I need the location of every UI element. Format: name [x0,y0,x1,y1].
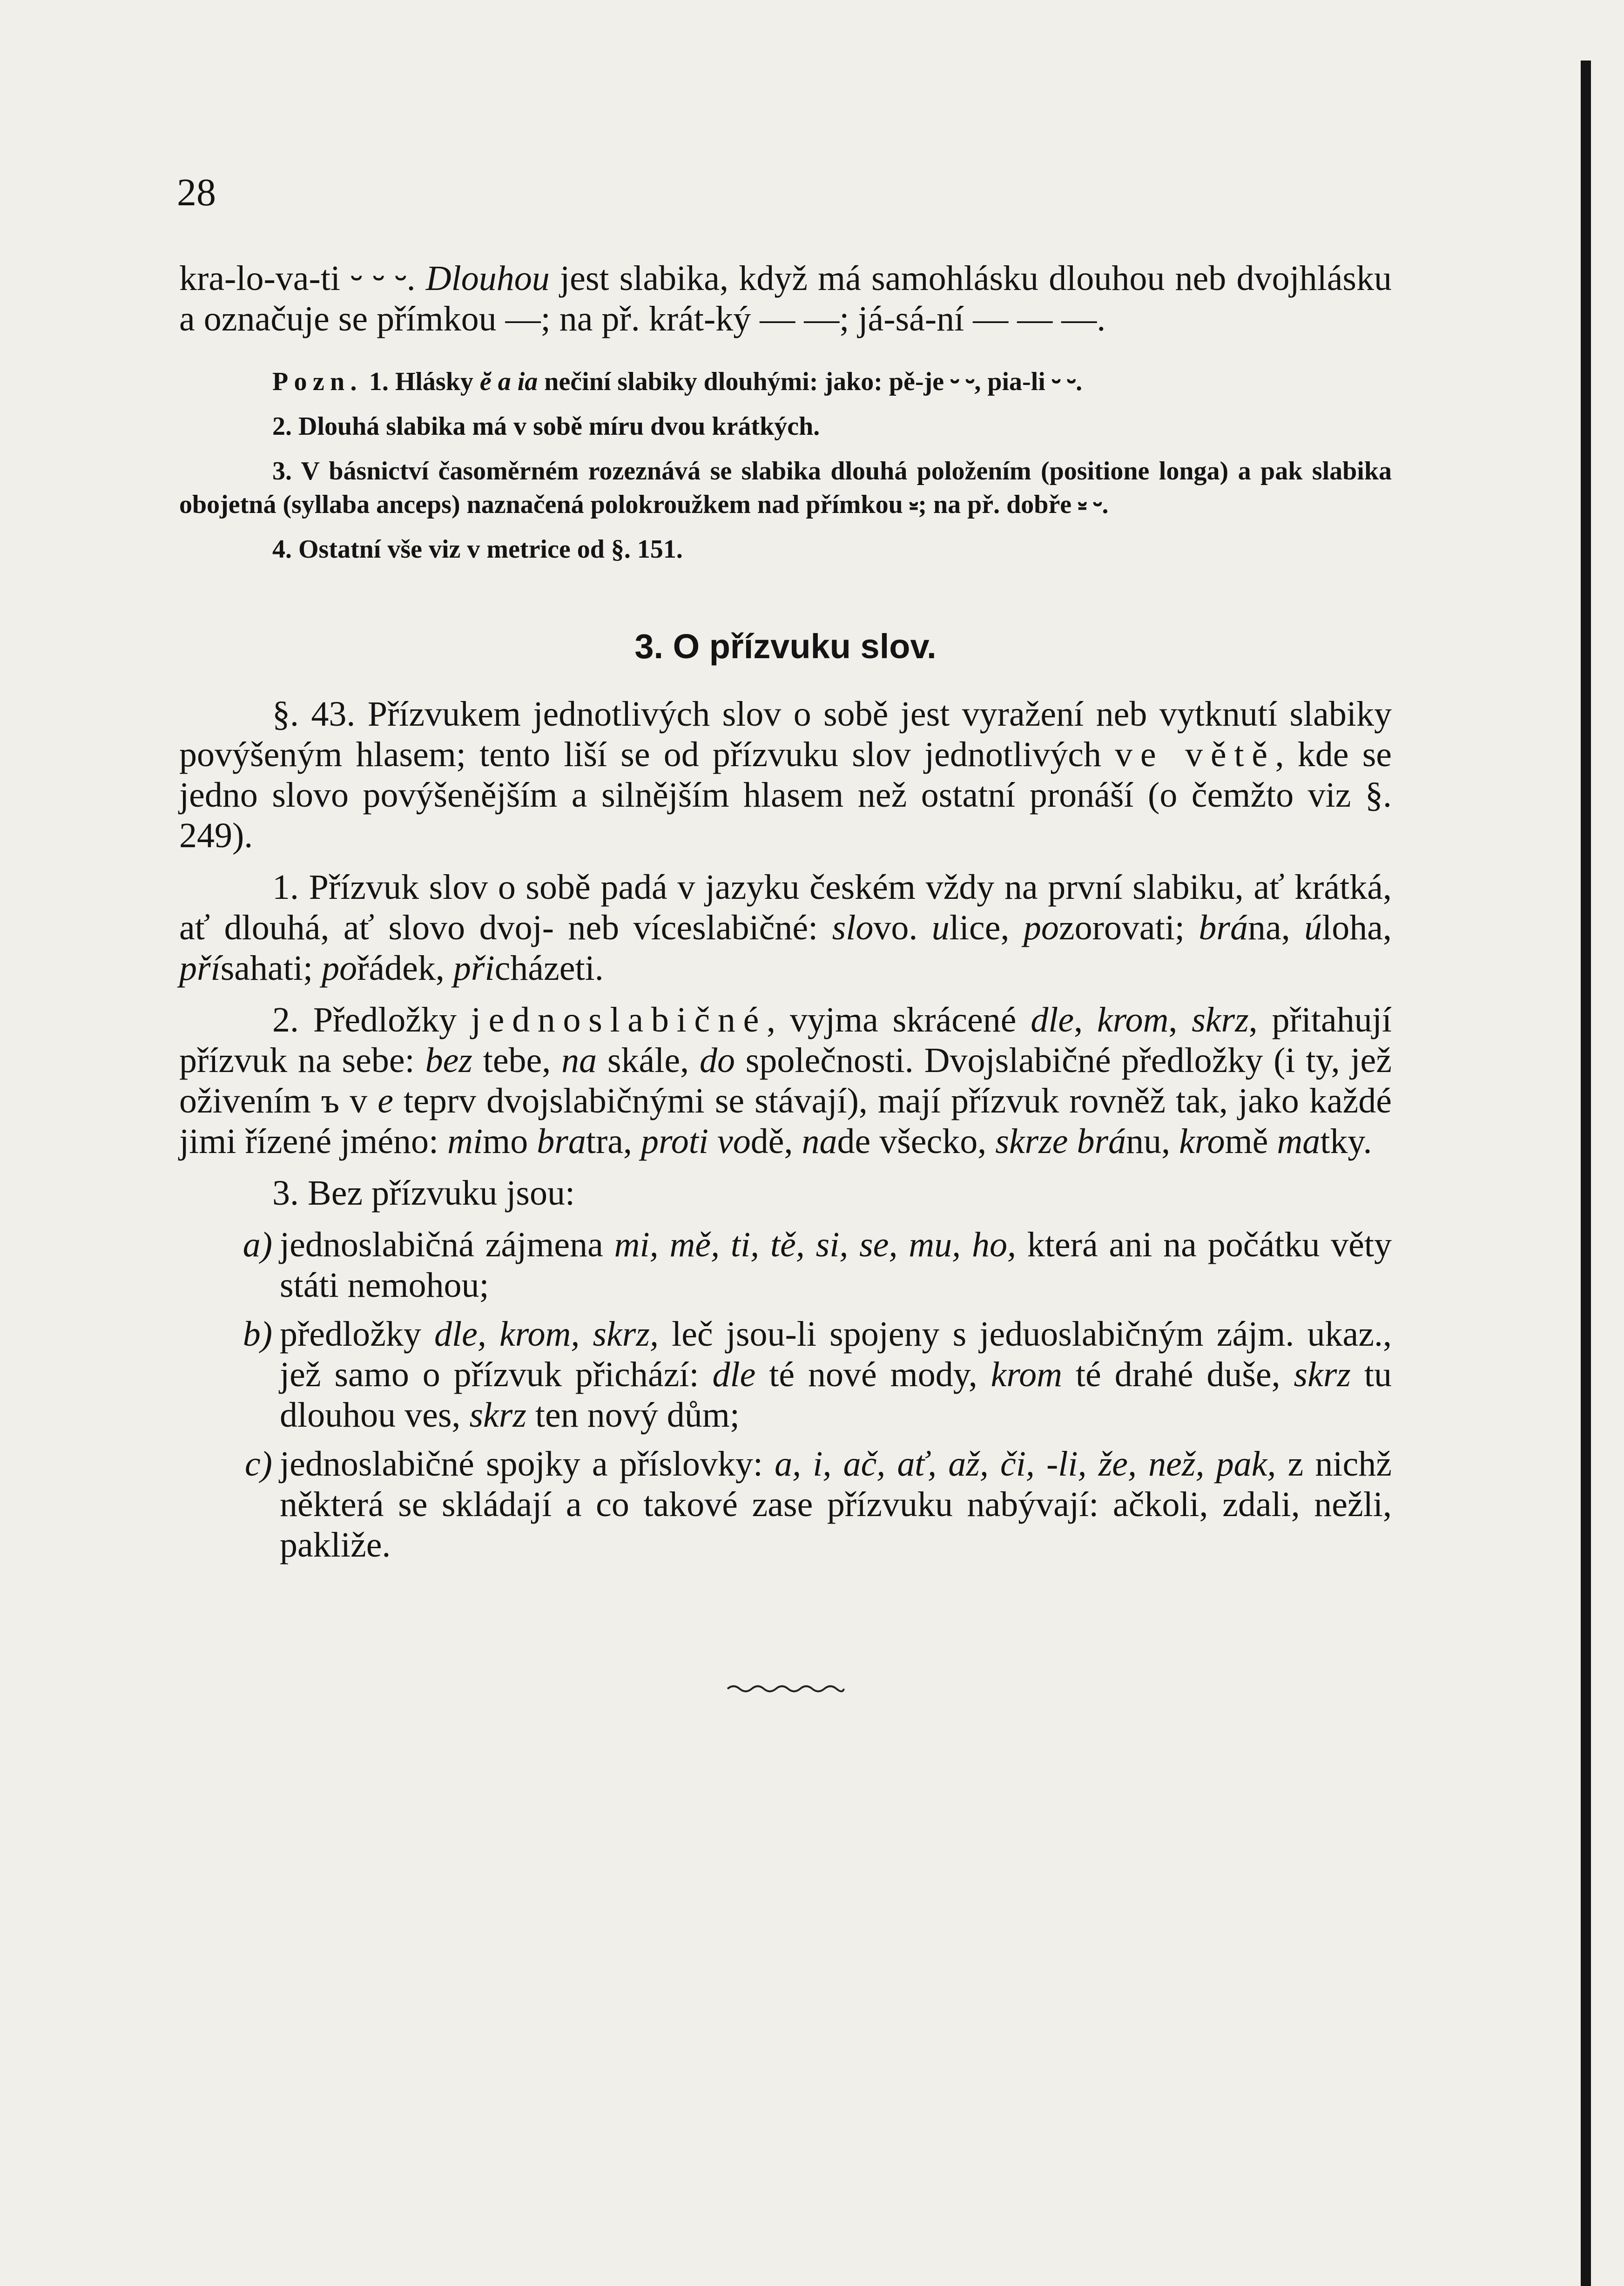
p1-ex1: slo [832,908,874,947]
p2-ma: ma [1277,1122,1321,1161]
item-b-t3: leč jsou-li spojeny s jeduoslabičným zájm. ukaz., jež samo o přízvuk přichází: [280,1315,1392,1394]
item-c-t2: a, i, ač, ať, až, či, -li, že, než, pak, [775,1444,1276,1484]
p2-na2: na [802,1122,837,1161]
intro-term-dlouhou: Dlouhou [425,259,550,298]
paragraph-43 [179,694,1392,856]
p2-dle: dle [1031,1000,1074,1039]
p2-p: nu, [1126,1122,1179,1161]
p1-ex8: při [453,949,495,988]
p2-f: tebe, [472,1041,562,1080]
note-1-rest: nečiní slabiky dlouhými: jako: pě-je ⏑ ⏑, pia-li ⏑ ⏑. [538,367,1083,396]
p2-krom: krom [1097,1000,1169,1039]
p2-b: , vyjma skrácené [767,1000,1031,1039]
p2-j: mo [483,1122,537,1161]
p2-proti: proti [641,1122,709,1161]
p2-m: dě, [750,1122,802,1161]
p2-mi: mi [447,1122,483,1161]
p2-q: mě [1225,1122,1277,1161]
p2-bra: bra [537,1122,586,1161]
p2-l [708,1122,717,1161]
item-b-t7: té drahé duše, [1062,1355,1294,1394]
p2-r: tky. [1320,1122,1372,1161]
p2-do: do [699,1041,735,1080]
item-a-t1: jednoslabičná zájmena [280,1225,614,1264]
p2-i: teprv dvojslabičnými se stávají), mají přízvuk rovněž tak, jako každé jimi řízené jméno: [179,1081,1392,1161]
paragraph-rule-1 [179,867,1392,989]
item-b-t4: dle [712,1355,756,1394]
p2-skrz: skrz [1192,1000,1249,1039]
item-b-t9: tu dlouhou ves, [280,1355,1392,1435]
p1-ex2: u [931,908,950,947]
p1-ex6b: sahati; [220,949,322,988]
p2-vo: vo [717,1122,751,1161]
list-item-label: c) [244,1444,272,1484]
p1-ex3b: zorovati; [1058,908,1199,947]
page-number: 28 [177,171,216,214]
item-b-t1: předložky [280,1315,435,1354]
list-item-label: a) [243,1225,272,1264]
list-item-a [179,1225,1392,1306]
wavy-ornament-divider [725,1682,846,1696]
p2-bez: bez [425,1041,472,1080]
item-b-t5: té nové mody, [755,1355,991,1394]
p2-bra2: brá [1077,1122,1126,1161]
p2-spaced: jednoslabičné [471,1000,767,1039]
p2-e: , přitahují přízvuk na sebe: [179,1000,1392,1080]
rule-3-list [179,1225,1392,1565]
p2-k: tra, [586,1122,641,1161]
item-b-t10: skrz [469,1396,526,1435]
p2-c: , [1074,1000,1097,1039]
list-item-text [280,1444,1392,1565]
p2-d: , [1168,1000,1192,1039]
p2-na: na [561,1041,597,1080]
list-item-c [179,1444,1392,1565]
p2-n: de všecko, [837,1122,996,1161]
p1-ex2b: lice, [949,908,1024,947]
list-item-text [280,1225,1392,1306]
intro-line-rest: jest slabika, když má samohlásku dlouhou neb dvojhlásku a označuje se přímkou —; na př. krát-ký — —; já-sá-ní — — —. [179,259,1392,338]
list-item-label: b) [243,1315,272,1354]
intro-line-start: kra-lo-va-ti ⏑ ⏑ ⏑. [179,259,426,298]
p1-ex3: po [1023,908,1059,947]
p1-ex4: brá [1199,908,1248,947]
p1-ex6: pří [179,949,221,988]
p2-kro: kro [1179,1122,1225,1161]
p2-o [1068,1122,1077,1161]
p2-g: skále, [597,1041,700,1080]
p1-ex7: po [322,949,357,988]
item-b-t8: skrz [1294,1355,1351,1394]
section-title: 3. O přízvuku slov. [634,627,937,666]
list-item-text [280,1314,1392,1436]
p1-ex1b: vo. [873,908,932,947]
item-b-t2: dle, krom, skrz, [434,1315,659,1354]
item-a-t2: mi, mě, ti, tě, si, se, mu, ho, [614,1225,1016,1264]
p43-start: §. 43. Přízvukem jednotlivých slov o sobě jest vyražení neb vytknutí slabiky povýšeným hlasem; tento liší se od přízvuku slov jednotlivých [179,695,1392,774]
p1-ex4b: na, [1248,908,1305,947]
note-3: 3. V básnictví časoměrném rozeznává se slabika dlouhá položením (positione longa) a pak slabika obojetná (syllaba anceps) naznačená polokroužkem nad přímkou ⏓; na př. dobře ⏓ ⏑. [179,457,1392,519]
page-content [179,258,1392,1696]
p2-skrze: skrze [995,1122,1068,1161]
p43-spaced: ve větě [1115,735,1275,774]
p2-e-letter: e [377,1081,393,1120]
p1-ex7b: řádek, [357,949,453,988]
paragraph-rule-2 [179,1000,1392,1162]
notes-block [179,365,1392,566]
page-edge-border [1581,61,1591,2286]
p1-text: 1. Přízvuk slov o sobě padá v jazyku českém vždy na první slabiku, ať krátká, ať dlouhá, ať slovo dvoj- neb víceslabičné: [179,868,1392,947]
paragraph-rule-3-intro: 3. Bez přízvuku jsou: [272,1173,575,1213]
p2-a: 2. Předložky [272,1000,471,1039]
note-2: 2. Dlouhá slabika má v sobě míru dvou krátkých. [272,412,820,441]
note-1-letters: ĕ a ia [479,367,538,396]
p1-ex5: ú [1304,908,1322,947]
note-1-text: 1. Hlásky [362,367,480,396]
list-item-b [179,1314,1392,1436]
item-b-t6: krom [991,1355,1063,1394]
item-c-t1: jednoslabičné spojky a příslovky: [280,1444,775,1484]
note-4: 4. Ostatní vše viz v metrice od §. 151. [272,535,683,564]
p2-h: společnosti. Dvojslabičné předložky (i ty, jež oživením ъ v [179,1041,1392,1120]
item-c-t3: z nichž některá se skládají a co takové zase přízvuku nabývají: ačkoli, zdali, nežli, pakliže. [280,1444,1392,1564]
intro-paragraph [179,258,1392,339]
p1-ex8b: cházeti. [494,949,604,988]
note-1 [179,365,1392,398]
note-1-label: Pozn. [272,367,363,396]
item-a-t3: která ani na počátku věty státi nemohou; [280,1225,1392,1305]
p43-end: , kde se jedno slovo povýšenějším a silnějším hlasem než ostatní pronáší (o čemžto viz §. 249). [179,735,1392,855]
item-b-t11: ten nový dům; [526,1396,740,1435]
p1-ex5b: loha, [1322,908,1392,947]
